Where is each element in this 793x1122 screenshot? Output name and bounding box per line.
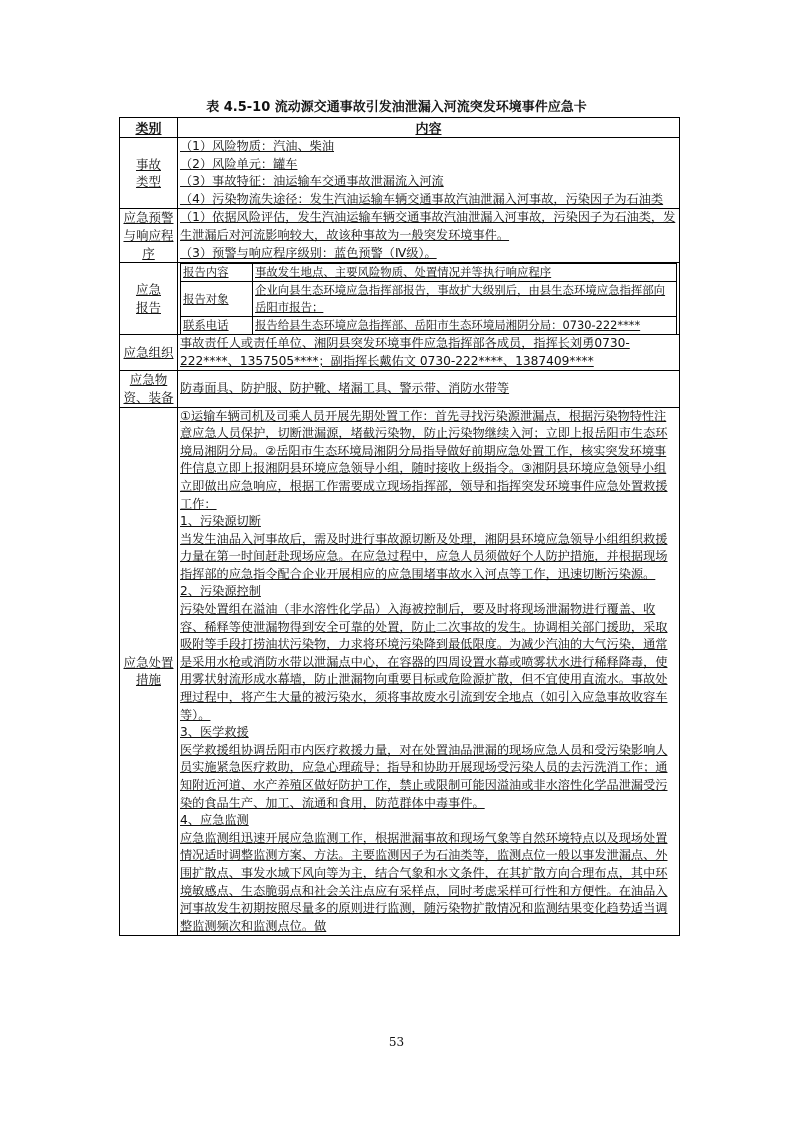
row-report	[120, 263, 680, 335]
row-accident-type	[120, 138, 680, 209]
header-row	[120, 118, 680, 138]
label-equipment: 应急物资、装备	[120, 371, 178, 407]
section-heading: 1、污染源切断	[180, 514, 261, 529]
table-row	[181, 317, 677, 335]
list-item: （3）预警与响应程序级别：蓝色预警（Ⅳ级）。	[180, 245, 437, 260]
label-measures	[120, 407, 178, 936]
header-category: 类别	[120, 118, 178, 138]
report-value: 企业向县生态环境应急指挥部报告，事故扩大级别后，由县生态环境应急指挥部向岳阳市报告；	[253, 282, 677, 317]
paragraph: 医学救援组协调岳阳市内医疗救援力量，对在处置油品泄漏的现场应急人员和受污染影响人员实施紧急医疗救助，应急心理疏导；指导和协助开展现场受污染人员的去污洗消工作；通知附近河道、水产养殖区做好防护工作，禁止或限制可能因溢油或非水溶性化学品泄漏受污染的食品生产、加工、流通和食用，防范群体中毒事件。	[180, 742, 668, 810]
table-title: 表 4.5-10 流动源交通事故引发油泄漏入河流突发环境事件应急卡	[206, 100, 587, 115]
report-key: 联系电话	[181, 317, 253, 335]
list-item: （1）依据风险评估，发生汽油运输车辆交通事故汽油泄漏入河事故，污染因子为石油类，发生泄漏后对河流影响较大，故该种事故为一般突发环境事件。	[180, 210, 676, 242]
label-text: 应急预警与响应程序	[123, 210, 174, 261]
paragraph: 应急监测组迅速开展应急监测工作，根据泄漏事故和现场气象等自然环境特点以及现场处置情况适时调整监测方案、方法。主要监测因子为石油类等，监测点位一般以事发泄漏点、外围扩散点、事发水域下风向等为主，结合气象和水文条件，在其扩散方向合理布点，其中环境敏感点、生态脆弱点和社会关注点应有采样点，同时考虑采样可行性和方便性。在油品入河事故发生初期按照尽量多的原则进行监测，随污染物扩散情况和监测结果变化趋势适当调整监测频次和监测点位。做	[180, 830, 668, 933]
paragraph: ①运输车辆司机及司乘人员开展先期处置工作：首先寻找污染源泄漏点，根据污染物特性注意应急人员保护，切断泄漏源，堵截污染物，防止污染物继续入河；立即上报岳阳市生态环境局湘阴分局。②岳阳市生态环境局湘阴分局指导做好前期应急处置工作，核实突发环境事件信息立即上报湘阴县环境应急领导小组，随时接收上级指令。③湘阴县环境应急领导小组立即做出应急响应，根据工作需要成立现场指挥部，领导和指挥突发环境事件应急处置救援工作：	[180, 408, 668, 511]
section-heading: 2、污染源控制	[180, 584, 261, 599]
label-organization: 应急组织	[120, 335, 178, 371]
report-value: 事故发生地点、主要风险物质、处置情况并等执行响应程序	[253, 264, 677, 282]
table-row	[181, 264, 677, 282]
label-report	[120, 263, 178, 335]
emergency-card-table	[119, 117, 680, 936]
label-text: 事故类型	[135, 156, 161, 190]
content-warning	[178, 209, 680, 263]
row-organization	[120, 335, 680, 371]
paragraph: 当发生油品入河事故后，需及时进行事故源切断及处理，湘阴县环境应急领导小组组织救援力量在第一时间赶赴现场应急。在应急过程中，应急人员须做好个人防护措施，并根据现场指挥部的应急指令配合企业开展相应的应急围堵事故水入河点等工作，迅速切断污染源。	[180, 531, 668, 581]
row-warning	[120, 209, 680, 263]
row-equipment	[120, 371, 680, 407]
label-warning	[120, 209, 178, 263]
content-measures	[178, 407, 680, 936]
report-key: 报告对象	[181, 282, 253, 317]
report-key: 报告内容	[181, 264, 253, 282]
label-accident-type	[120, 138, 178, 209]
page-number: 53	[388, 1035, 405, 1049]
label-text: 应急报告	[135, 282, 161, 315]
content-organization: 事故责任人或责任单位、湘阴县突发环境事件应急指挥部各成员，指挥长刘勇0730-222****、1357505****；副指挥长戴佑文 0730-222****、1387409****	[178, 335, 680, 371]
list-item: （4）污染物流失途径：发生汽油运输车辆交通事故汽油泄漏入河事故，污染因子为石油类	[180, 191, 664, 206]
content-equipment: 防毒面具、防护服、防护靴、堵漏工具、警示带、消防水带等	[178, 371, 680, 407]
row-measures	[120, 407, 680, 936]
table-row	[181, 282, 677, 317]
content-accident-type	[178, 138, 680, 209]
paragraph: 污染处置组在溢油（非水溶性化学品）入海被控制后，要及时将现场泄漏物进行覆盖、收容、稀释等使泄漏物得到安全可靠的处置，防止二次事故的发生。协调相关部门援助，采取吸附等手段打捞油状污染物，力求将环境污染降到最低限度。为减少汽油的大气污染，通常是采用水枪或消防水带以泄漏点中心，在容器的四周设置水幕或喷雾状水进行稀释降毒，使用雾状射流形成水幕墙，防止泄漏物向重要目标或危险源扩散，但不宜使用直流水。事故处理过程中，将产生大量的被污染水，须将事故废水引流到安全地点（如引入应急事故收容车等）。	[180, 602, 668, 722]
report-subtable	[180, 263, 677, 334]
list-item: （1）风险物质：汽油、柴油	[180, 139, 335, 153]
section-heading: 3、医学救援	[180, 725, 249, 740]
section-heading: 4、应急监测	[180, 813, 249, 828]
header-content: 内容	[178, 118, 680, 138]
list-item: （2）风险单元：罐车	[180, 156, 298, 171]
label-text: 应急处置措施	[123, 654, 174, 688]
report-value: 报告给县生态环境应急指挥部、岳阳市生态环境局湘阴分局：0730-222****	[253, 317, 677, 335]
list-item: （3）事故特征：油运输车交通事故泄漏流入河流	[180, 174, 444, 189]
content-report	[178, 263, 680, 335]
